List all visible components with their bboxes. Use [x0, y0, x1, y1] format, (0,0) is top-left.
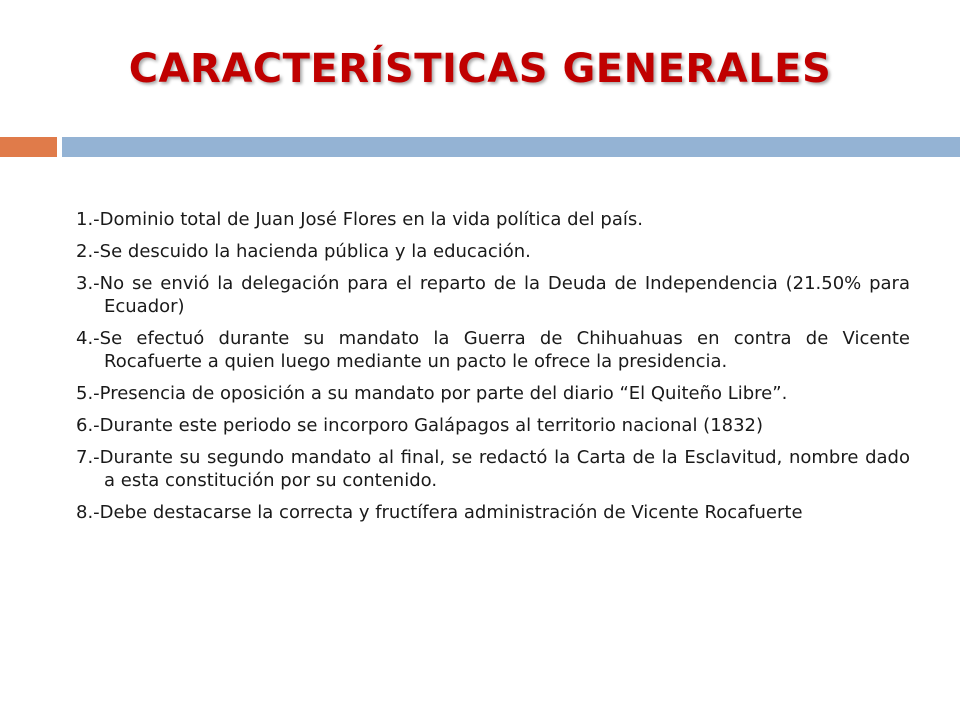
list-item: 4.-Se efectuó durante su mandato la Guerra de Chihuahuas en contra de Vicente Rocafuerte a quien luego mediante un pacto le ofrece la presidencia. [76, 328, 910, 372]
content-list [76, 208, 910, 533]
slide-title: CARACTERÍSTICAS GENERALES [128, 46, 832, 92]
list-item: 3.-No se envió la delegación para el reparto de la Deuda de Independencia (21.50% para Ecuador) [76, 273, 910, 317]
list-item: 6.-Durante este periodo se incorporo Galápagos al territorio nacional (1832) [76, 415, 764, 436]
title-underline-bar [62, 137, 960, 157]
list-item: 2.-Se descuido la hacienda pública y la educación. [76, 241, 531, 262]
accent-bar [0, 137, 57, 157]
list-item: 7.-Durante su segundo mandato al final, se redactó la Carta de la Esclavitud, nombre dado a esta constitución por su contenido. [76, 447, 910, 491]
list-item: 5.-Presencia de oposición a su mandato por parte del diario “El Quiteño Libre”. [76, 383, 788, 404]
list-item: 8.-Debe destacarse la correcta y fructífera administración de Vicente Rocafuerte [76, 502, 803, 523]
list-item: 1.-Dominio total de Juan José Flores en la vida política del país. [76, 209, 643, 230]
